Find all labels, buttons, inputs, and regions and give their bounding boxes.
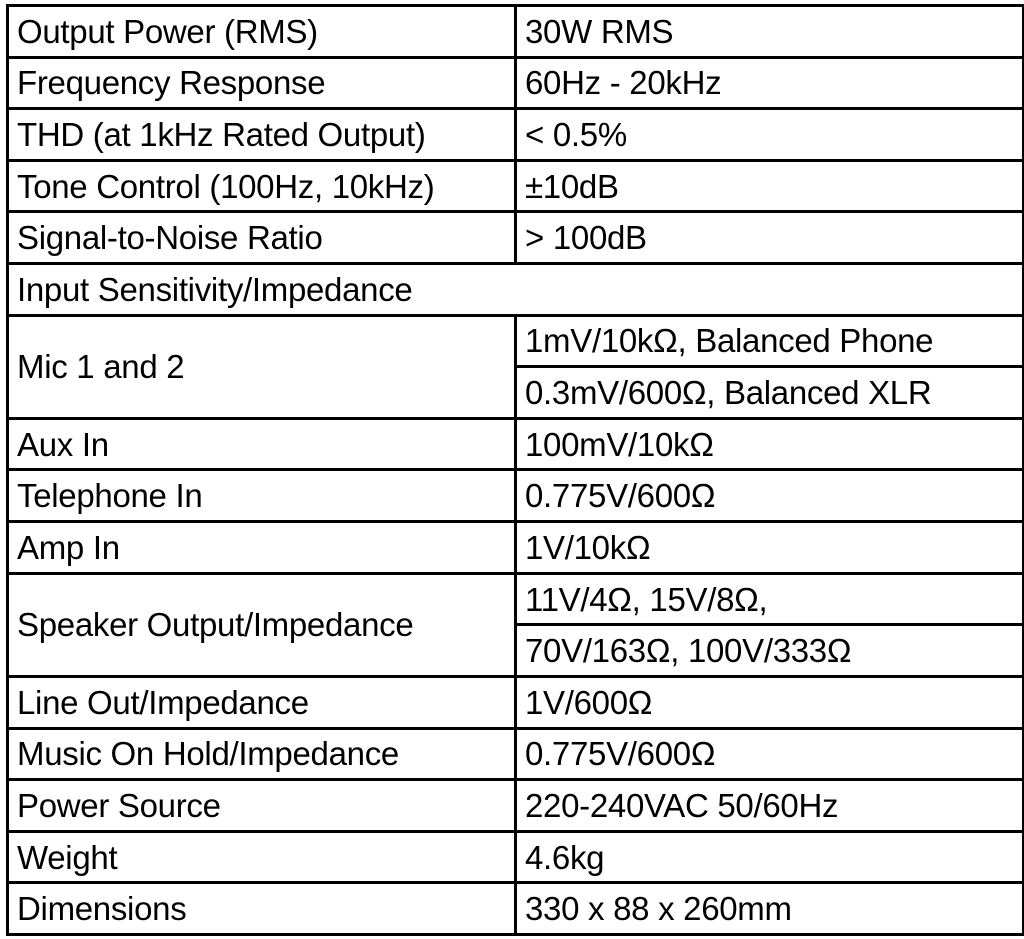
table-row-line-out bbox=[8, 676, 1024, 728]
spec-label: Music On Hold/Impedance bbox=[8, 728, 516, 780]
spec-label: Telephone In bbox=[8, 470, 516, 522]
spec-label: Mic 1 and 2 bbox=[8, 315, 516, 418]
spec-label: Dimensions bbox=[8, 883, 516, 935]
specifications-table bbox=[6, 4, 1024, 936]
spec-value: 30W RMS bbox=[516, 6, 1024, 58]
spec-value: 11V/4Ω, 15V/8Ω, bbox=[516, 573, 1024, 625]
table-row-aux-in bbox=[8, 418, 1024, 470]
table-row-weight bbox=[8, 831, 1024, 883]
spec-value: 220-240VAC 50/60Hz bbox=[516, 780, 1024, 832]
table-row-dimensions bbox=[8, 883, 1024, 935]
spec-value: > 100dB bbox=[516, 212, 1024, 264]
spec-label: Output Power (RMS) bbox=[8, 6, 516, 58]
spec-value: 1V/10kΩ bbox=[516, 522, 1024, 574]
spec-value: 1V/600Ω bbox=[516, 676, 1024, 728]
table-row-power-source bbox=[8, 780, 1024, 832]
spec-label: Aux In bbox=[8, 418, 516, 470]
spec-value: 60Hz - 20kHz bbox=[516, 57, 1024, 109]
spec-label: Weight bbox=[8, 831, 516, 883]
table-row-thd bbox=[8, 109, 1024, 161]
table-row-signal-to-noise bbox=[8, 212, 1024, 264]
section-heading: Input Sensitivity/Impedance bbox=[8, 264, 1024, 316]
spec-value: 100mV/10kΩ bbox=[516, 418, 1024, 470]
spec-label: Amp In bbox=[8, 522, 516, 574]
spec-value: 70V/163Ω, 100V/333Ω bbox=[516, 625, 1024, 677]
table-row-amp-in bbox=[8, 522, 1024, 574]
spec-value: < 0.5% bbox=[516, 109, 1024, 161]
spec-label: Signal-to-Noise Ratio bbox=[8, 212, 516, 264]
spec-label: Line Out/Impedance bbox=[8, 676, 516, 728]
spec-label: Speaker Output/Impedance bbox=[8, 573, 516, 676]
table-row-input-section bbox=[8, 264, 1024, 316]
spec-label: Tone Control (100Hz, 10kHz) bbox=[8, 160, 516, 212]
table-row-music-on-hold bbox=[8, 728, 1024, 780]
table-row-telephone-in bbox=[8, 470, 1024, 522]
spec-label: Frequency Response bbox=[8, 57, 516, 109]
spec-value: ±10dB bbox=[516, 160, 1024, 212]
table-row-frequency-response bbox=[8, 57, 1024, 109]
spec-label: Power Source bbox=[8, 780, 516, 832]
table-row-speaker-output bbox=[8, 573, 1024, 625]
spec-value: 330 x 88 x 260mm bbox=[516, 883, 1024, 935]
spec-label: THD (at 1kHz Rated Output) bbox=[8, 109, 516, 161]
table-row-mic bbox=[8, 315, 1024, 367]
spec-value: 4.6kg bbox=[516, 831, 1024, 883]
spec-value: 1mV/10kΩ, Balanced Phone bbox=[516, 315, 1024, 367]
spec-value: 0.775V/600Ω bbox=[516, 470, 1024, 522]
table-row-output-power bbox=[8, 6, 1024, 58]
spec-value: 0.775V/600Ω bbox=[516, 728, 1024, 780]
table-row-tone-control bbox=[8, 160, 1024, 212]
spec-value: 0.3mV/600Ω, Balanced XLR bbox=[516, 367, 1024, 419]
